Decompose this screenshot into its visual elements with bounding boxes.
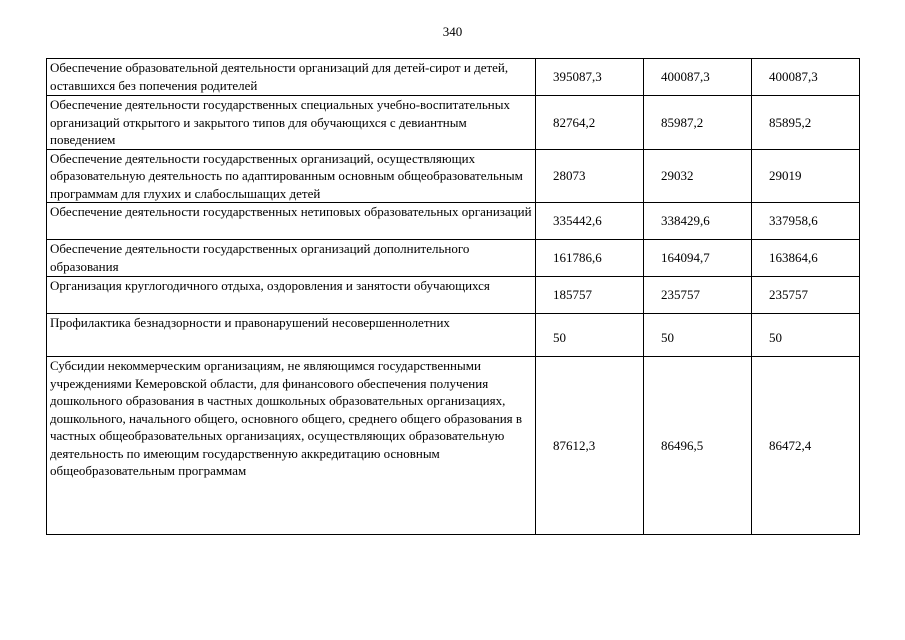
row-name-cell: Обеспечение деятельности государственных специальных учебно-воспитательных организаций открытого и закрытого типов для обучающихся с девиантным поведением	[47, 96, 536, 150]
value-cell: 163864,6	[752, 240, 860, 277]
row-name-cell: Обеспечение деятельности государственных организаций дополнительного образования	[47, 240, 536, 277]
value-cell: 29032	[644, 149, 752, 203]
row-name-cell: Обеспечение образовательной деятельности организаций для детей-сирот и детей, оставшихся без попечения родителей	[47, 59, 536, 96]
page-number: 340	[442, 24, 463, 39]
value-cell: 86496,5	[644, 357, 752, 535]
table-row	[47, 59, 860, 96]
table-row	[47, 357, 860, 535]
value-cell: 161786,6	[536, 240, 644, 277]
table-row	[47, 314, 860, 357]
value-cell: 50	[536, 314, 644, 357]
value-cell: 85987,2	[644, 96, 752, 150]
row-name-cell: Профилактика безнадзорности и правонарушений несовершеннолетних	[47, 314, 536, 357]
table-row	[47, 240, 860, 277]
value-cell: 28073	[536, 149, 644, 203]
value-cell: 50	[752, 314, 860, 357]
table-row	[47, 149, 860, 203]
value-cell: 185757	[536, 277, 644, 314]
value-cell: 87612,3	[536, 357, 644, 535]
row-name-cell: Обеспечение деятельности государственных нетиповых образовательных организаций	[47, 203, 536, 240]
row-name-cell: Организация круглогодичного отдыха, оздоровления и занятости обучающихся	[47, 277, 536, 314]
value-cell: 400087,3	[644, 59, 752, 96]
table-row	[47, 203, 860, 240]
value-cell: 235757	[644, 277, 752, 314]
value-cell: 50	[644, 314, 752, 357]
value-cell: 85895,2	[752, 96, 860, 150]
value-cell: 164094,7	[644, 240, 752, 277]
table-row	[47, 96, 860, 150]
row-name-cell: Обеспечение деятельности государственных организаций, осуществляющих образовательную деятельность по адаптированным основным общеобразовательным программам для глухих и слабослышащих детей	[47, 149, 536, 203]
value-cell: 235757	[752, 277, 860, 314]
value-cell: 338429,6	[644, 203, 752, 240]
value-cell: 29019	[752, 149, 860, 203]
value-cell: 82764,2	[536, 96, 644, 150]
value-cell: 335442,6	[536, 203, 644, 240]
value-cell: 86472,4	[752, 357, 860, 535]
budget-table	[46, 58, 860, 535]
value-cell: 400087,3	[752, 59, 860, 96]
value-cell: 395087,3	[536, 59, 644, 96]
row-name-cell: Субсидии некоммерческим организациям, не являющимся государственными учреждениями Кемеровской области, для финансового обеспечения получения дошкольного образования в частных дошкольных образовательных организациях, дошкольного, начального общего, основного общего, среднего общего образования в частных общеобразовательных организациях, осуществляющих образовательную деятельность по имеющим государственную аккредитацию основным общеобразовательным программам	[47, 357, 536, 535]
table-row	[47, 277, 860, 314]
value-cell: 337958,6	[752, 203, 860, 240]
